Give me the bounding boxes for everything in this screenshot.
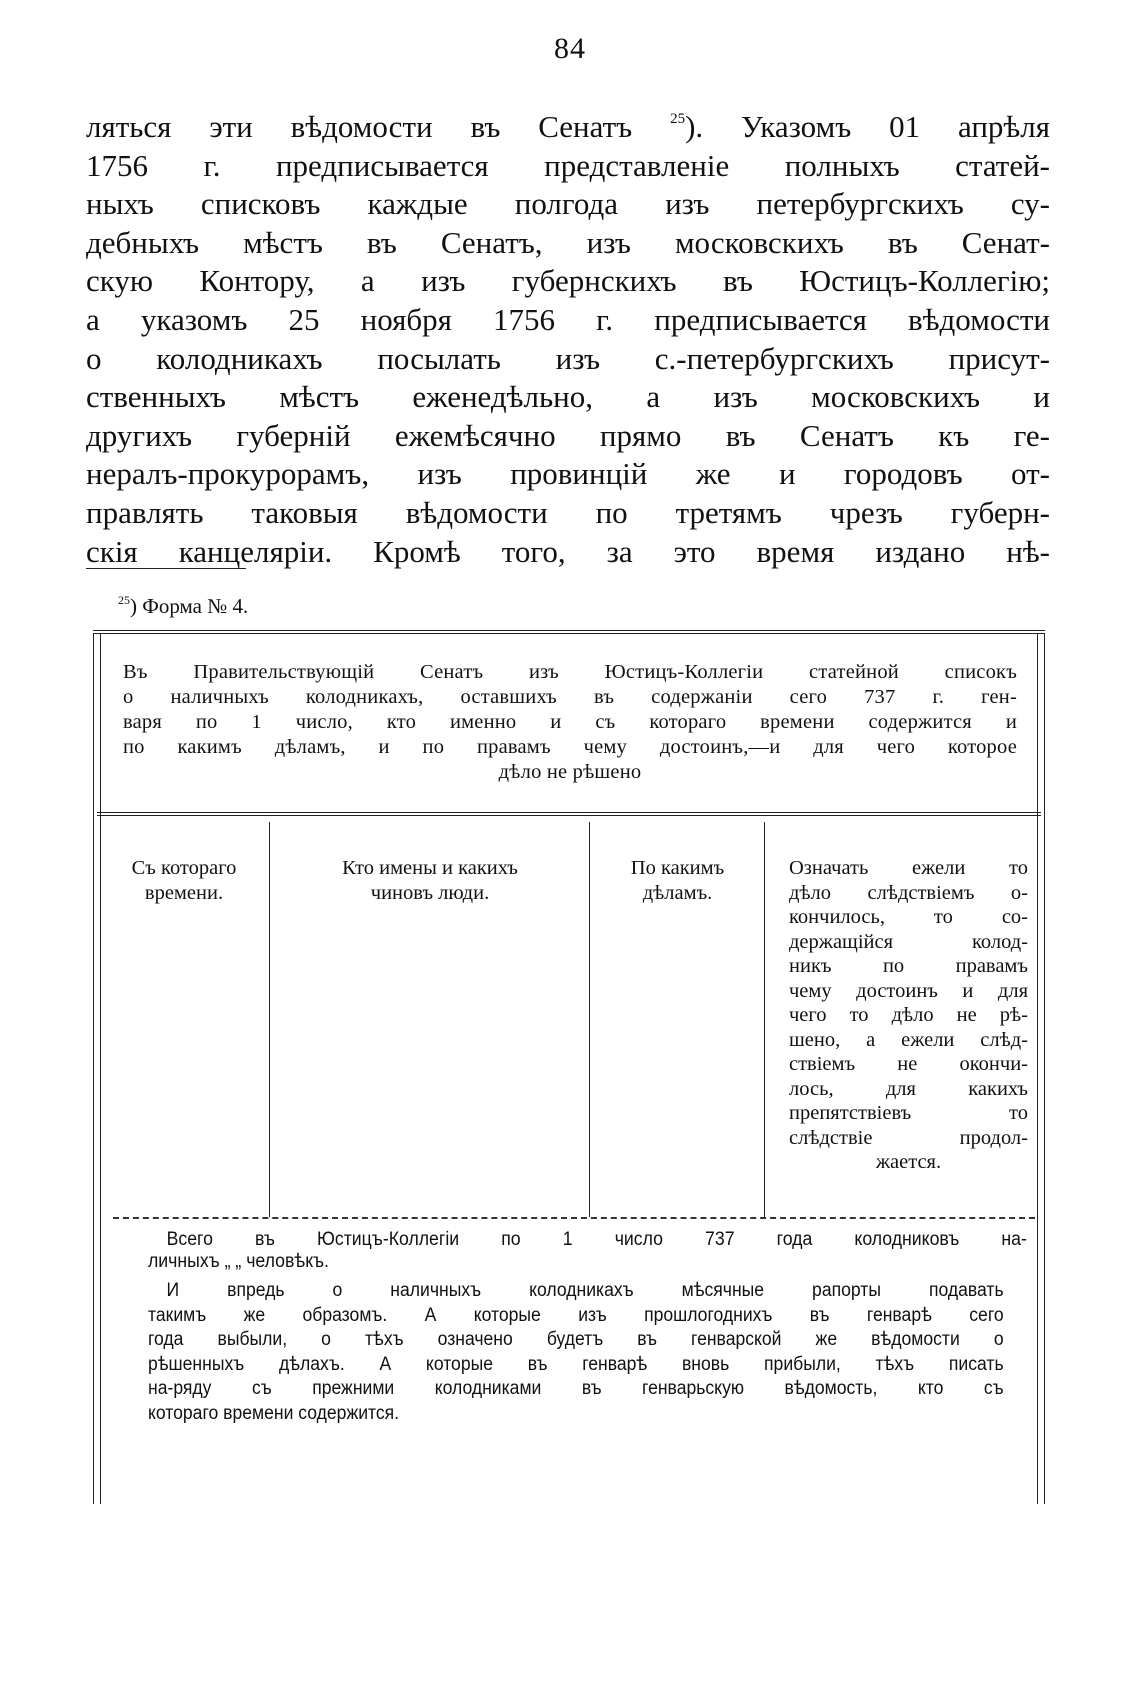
body-line: скую Контору, а изъ губернскихъ въ Юстицъ-Коллегію; bbox=[86, 263, 1050, 299]
body-line: ныхъ списковъ каждые полгода изъ петербургскихъ су- bbox=[86, 186, 1050, 222]
column-status-note bbox=[764, 822, 1040, 1217]
body-line: о колодникахъ посылать изъ с.-петербургскихъ присут- bbox=[86, 340, 1050, 376]
body-line: ственныхъ мѣстъ еженедѣльно, а изъ московскихъ и bbox=[86, 379, 1050, 415]
page-number: 84 bbox=[554, 32, 586, 65]
body-line: другихъ губерній ежемѣсячно прямо въ Сенатъ къ ге- bbox=[86, 417, 1050, 453]
form-title-line: по какимъ дѣламъ, и по правамъ чему достоинъ,—и для чего которое bbox=[123, 736, 1017, 758]
column-header: Кто имены и какихъ чиновъ люди. bbox=[342, 857, 518, 904]
form-notes bbox=[148, 1279, 1004, 1426]
form-columns bbox=[99, 822, 1039, 1217]
footnote-text: ) Форма № 4. bbox=[130, 594, 249, 618]
form-title-line: варя по 1 число, кто именно и съ котораго времени содержится и bbox=[123, 711, 1017, 733]
footnote-marker: 25 bbox=[118, 593, 130, 607]
form-title-line: о наличныхъ колодникахъ, оставшихъ въ содержаніи сего 737 г. ген- bbox=[123, 686, 1017, 708]
notes-line: рѣшенныхъ дѣлахъ. А которые въ генварѣ вновь прибыли, тѣхъ писать bbox=[148, 1353, 1004, 1375]
notes-line: на-ряду съ прежними колодниками въ генварьскую вѣдомость, кто съ bbox=[148, 1378, 1004, 1399]
notes-line: такимъ же образомъ. А которые изъ прошлогоднихъ въ генварѣ сего bbox=[148, 1304, 1004, 1326]
notes-line: года выбыли, о тѣхъ означено будетъ въ генварской же вѣдомости о bbox=[148, 1329, 1004, 1350]
form-title-line: дѣло не рѣшено bbox=[498, 761, 642, 783]
header-divider bbox=[97, 812, 1041, 816]
form-title-line: Въ Правительствующій Сенатъ изъ Юстицъ-Коллегіи статейной списокъ bbox=[123, 661, 1017, 683]
column-cases bbox=[589, 822, 765, 1217]
columns-divider bbox=[113, 1217, 1035, 1219]
column-header: По какимъ дѣламъ. bbox=[630, 857, 725, 904]
form-totals bbox=[148, 1229, 1027, 1273]
column-header: Означать ежели то дѣло слѣдствіемъ о- кончилось, то со- держащійся колод- никъ по правамъ чему достоинъ и для чего то дѣло не рѣ- шено, а ежели слѣд- ствіемъ не окончи- лось, для какихъ препятствіевъ то слѣдствіе продол- жается. bbox=[789, 857, 1028, 1173]
column-since-when bbox=[99, 822, 269, 1217]
footnote-reference[interactable]: 25 bbox=[670, 111, 686, 127]
body-line: 1756 г. предписывается представленіе полныхъ статей- bbox=[86, 147, 1050, 183]
body-line: а указомъ 25 ноября 1756 г. предписывается вѣдомости bbox=[86, 301, 1050, 337]
body-paragraph bbox=[86, 108, 1050, 571]
footnote bbox=[118, 594, 248, 619]
form-table bbox=[93, 630, 1045, 1504]
column-header: Съ котораго времени. bbox=[131, 857, 237, 904]
footnote-divider bbox=[86, 568, 246, 569]
body-line: ляться эти вѣдомости въ Сенатъ $^{25}$). Указомъ 01 апрѣля bbox=[86, 109, 1050, 144]
notes-line: котораго времени содержится. bbox=[148, 1402, 400, 1424]
form-title bbox=[123, 660, 1017, 785]
body-line: правлять таковыя вѣдомости по третямъ чрезъ губерн- bbox=[86, 494, 1050, 530]
body-line: дебныхъ мѣстъ въ Сенатъ, изъ московскихъ въ Сенат- bbox=[86, 224, 1050, 260]
body-line: скія канцеляріи. Кромѣ того, за это время издано нѣ- bbox=[86, 533, 1050, 569]
body-line: нералъ-прокурорамъ, изъ провинцій же и городовъ от- bbox=[86, 456, 1050, 492]
totals-line: Всего въ Юстицъ-Коллегіи по 1 число 737 года колодниковъ на- bbox=[166, 1229, 1027, 1250]
totals-line: личныхъ „ „ человѣкъ. bbox=[148, 1251, 329, 1272]
column-names-ranks bbox=[269, 822, 590, 1217]
notes-line: И впредь о наличныхъ колодникахъ мѣсячные рапорты подавать bbox=[166, 1280, 1004, 1301]
